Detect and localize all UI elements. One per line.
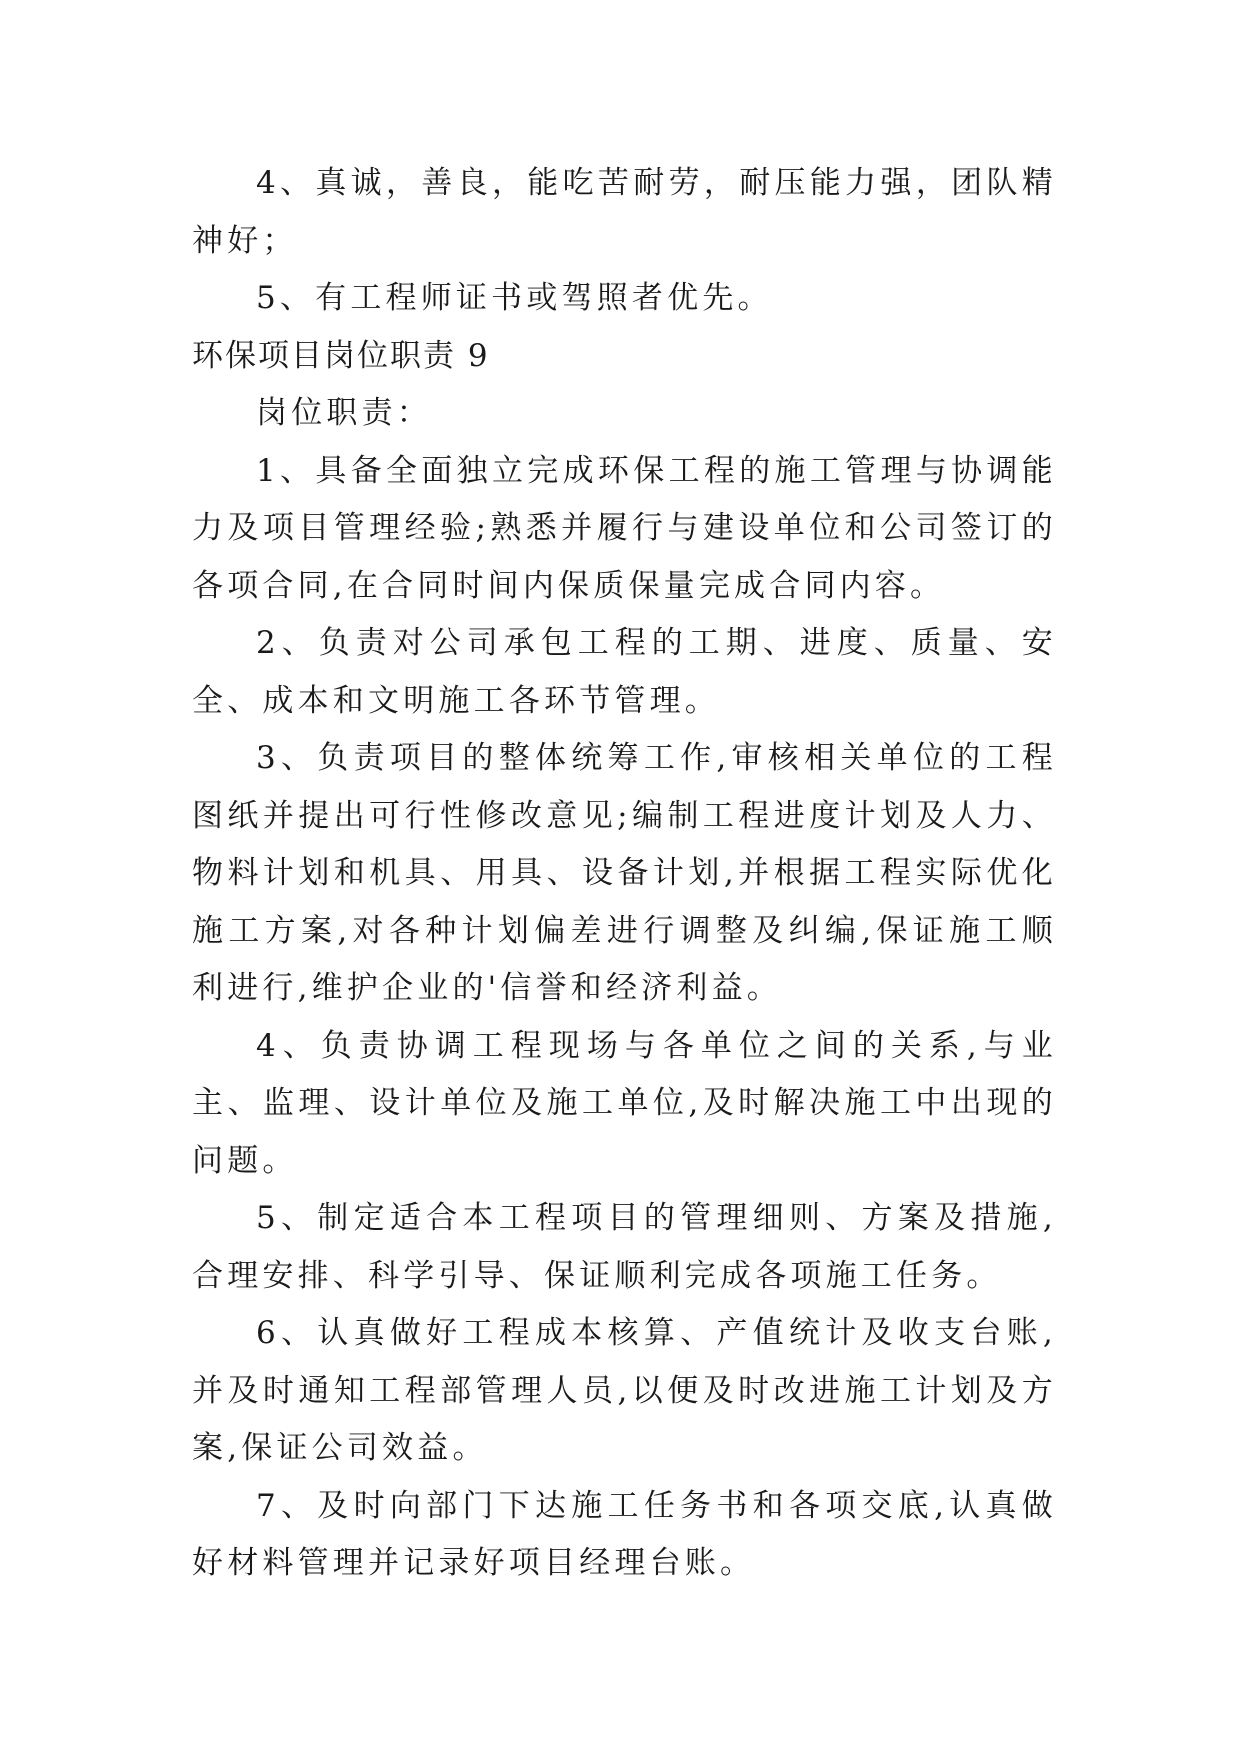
paragraph-duty-7: 7、及时向部门下达施工任务书和各项交底,认真做好材料管理并记录好项目经理台账。 (192, 1487, 1057, 1581)
paragraph-duty-6: 6、认真做好工程成本核算、产值统计及收支台账,并及时通知工程部管理人员,以便及时改进施工计划及方案,保证公司效益。 (192, 1315, 1057, 1466)
paragraph-duty-3: 3、负责项目的整体统筹工作,审核相关单位的工程图纸并提出可行性修改意见;编制工程进度计划及人力、物料计划和机具、用具、设备计划,并根据工程实际优化施工方案,对各种计划偏差进行调整及纠编,保证施工顺利进行,维护企业的'信誉和经济利益。 (192, 740, 1057, 1006)
paragraph-duty-2: 2、负责对公司承包工程的工期、进度、质量、安全、成本和文明施工各环节管理。 (192, 625, 1057, 719)
document-body (192, 155, 1057, 1593)
paragraph-requirement-5: 5、有工程师证书或驾照者优先。 (256, 280, 773, 316)
paragraph-duty-1: 1、具备全面独立完成环保工程的施工管理与协调能力及项目管理经验;熟悉并履行与建设单位和公司签订的各项合同,在合同时间内保质保量完成合同内容。 (192, 452, 1057, 604)
section-heading: 环保项目岗位职责 9 (192, 337, 490, 374)
paragraph-duty-4: 4、负责协调工程现场与各单位之间的关系,与业主、监理、设计单位及施工单位,及时解决施工中出现的问题。 (192, 1027, 1057, 1179)
paragraph-duty-5: 5、制定适合本工程项目的管理细则、方案及措施,合理安排、科学引导、保证顺利完成各项施工任务。 (192, 1200, 1057, 1294)
paragraph-requirement-4: 4、真诚，善良，能吃苦耐劳，耐压能力强，团队精神好； (192, 165, 1057, 259)
subheading-duties: 岗位职责： (256, 395, 432, 431)
